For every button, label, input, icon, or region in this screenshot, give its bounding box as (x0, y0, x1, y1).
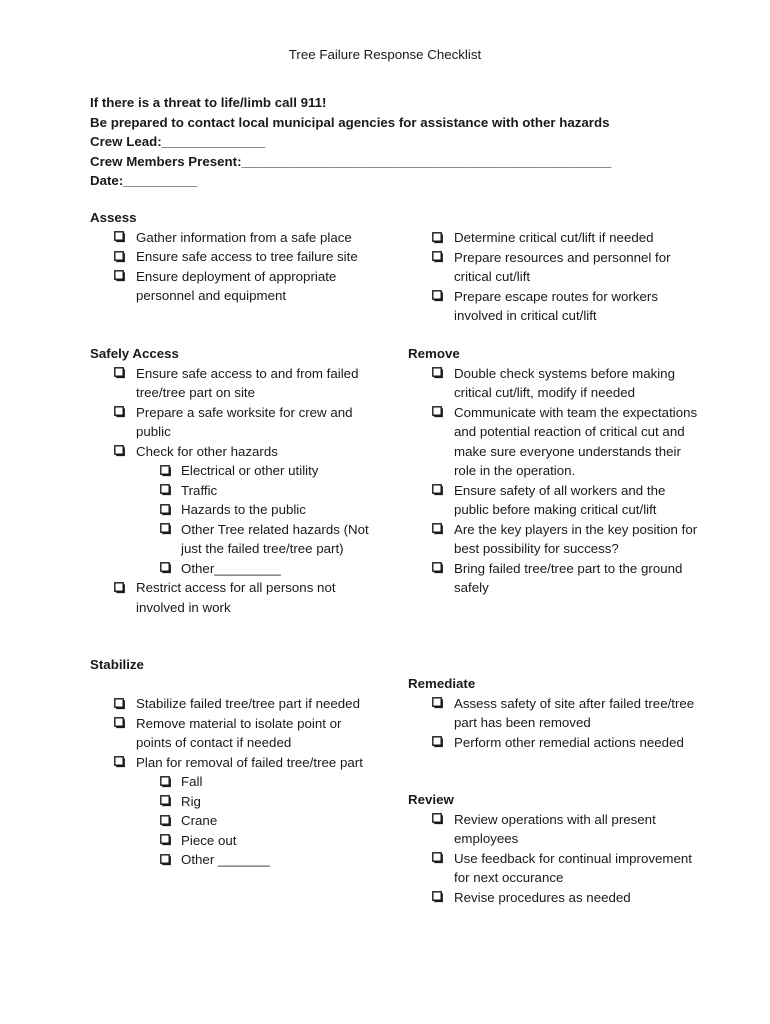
checkbox-icon[interactable] (159, 772, 173, 792)
checklist-item[interactable]: Prepare resources and personnel for critical cut/lift (408, 248, 698, 287)
sub-checklist-item[interactable]: Electrical or other utility (136, 461, 380, 481)
checklist-item[interactable]: Revise procedures as needed (408, 888, 698, 908)
checklist-item[interactable]: Gather information from a safe place (90, 228, 380, 248)
checkbox-icon[interactable] (113, 442, 127, 462)
checkbox-icon[interactable] (113, 753, 127, 773)
checkbox-icon[interactable] (113, 364, 127, 384)
checklist-item[interactable]: Communicate with team the expectations and potential reaction of critical cut and make sure everyone understands their role in the operation. (408, 403, 698, 481)
assess-title: Assess (90, 210, 137, 225)
emergency-notice: If there is a threat to life/limb call 911! (90, 95, 327, 110)
checkbox-icon[interactable] (159, 520, 173, 540)
checkbox-icon[interactable] (431, 810, 445, 830)
checkbox-icon[interactable] (431, 364, 445, 384)
assess-continued-section (408, 228, 698, 326)
sub-checklist-item[interactable]: Piece out (136, 831, 380, 851)
checklist-item[interactable]: Use feedback for continual improvement for next occurance (408, 849, 698, 888)
agency-notice: Be prepared to contact local municipal agencies for assistance with other hazards (90, 114, 610, 130)
checklist-item[interactable]: Determine critical cut/lift if needed (408, 228, 698, 248)
sub-checklist-item[interactable]: Fall (136, 772, 380, 792)
remediate-title: Remediate (408, 676, 476, 691)
checkbox-icon[interactable] (431, 559, 445, 579)
checklist-item[interactable]: Restrict access for all persons not involved in work (90, 578, 380, 617)
checklist-item[interactable]: Remove material to isolate point or points of contact if needed (90, 714, 380, 753)
checklist-item[interactable]: Ensure safe access to tree failure site (90, 247, 380, 267)
checkbox-icon[interactable] (159, 500, 173, 520)
sub-checklist-item[interactable]: Other_________ (136, 559, 380, 579)
checkbox-icon[interactable] (431, 228, 445, 248)
checklist-item[interactable]: Bring failed tree/tree part to the ground safely (408, 559, 698, 598)
checkbox-icon[interactable] (431, 888, 445, 908)
checkbox-icon[interactable] (113, 714, 127, 734)
checklist-item[interactable]: Stabilize failed tree/tree part if needed (90, 694, 380, 714)
remove-section (408, 344, 698, 598)
safely-access-title: Safely Access (90, 346, 179, 361)
checkbox-icon[interactable] (431, 733, 445, 753)
crew-members-field[interactable]: Crew Members Present:__________________________________________________ (90, 153, 612, 169)
checkbox-icon[interactable] (113, 267, 127, 287)
checkbox-icon[interactable] (113, 403, 127, 423)
checklist-item[interactable]: Perform other remedial actions needed (408, 733, 698, 753)
review-section (408, 790, 698, 907)
remove-title: Remove (408, 346, 460, 361)
safely-access-section (90, 344, 380, 617)
assess-section (90, 208, 380, 306)
checkbox-icon[interactable] (113, 228, 127, 248)
checkbox-icon[interactable] (113, 694, 127, 714)
checkbox-icon[interactable] (159, 559, 173, 579)
checklist-item[interactable]: Check for other hazards Electrical or other utility Traffic Hazards to the public Other Tree related hazards (Not just the failed tree/tree part) Other_________ (90, 442, 380, 579)
crew-lead-field[interactable]: Crew Lead:______________ (90, 134, 266, 149)
sub-checklist-item[interactable]: Hazards to the public (136, 500, 380, 520)
checkbox-icon[interactable] (159, 850, 173, 870)
checkbox-icon[interactable] (431, 403, 445, 423)
checkbox-icon[interactable] (159, 481, 173, 501)
sub-checklist-item[interactable]: Other _______ (136, 850, 380, 870)
checkbox-icon[interactable] (431, 287, 445, 307)
checklist-item[interactable]: Ensure safe access to and from failed tree/tree part on site (90, 364, 380, 403)
checkbox-icon[interactable] (431, 694, 445, 714)
review-title: Review (408, 792, 454, 807)
checklist-item[interactable]: Plan for removal of failed tree/tree part Fall Rig Crane Piece out Other _______ (90, 753, 380, 870)
sub-checklist-item[interactable]: Rig (136, 792, 380, 812)
checklist-item[interactable]: Review operations with all present employees (408, 810, 698, 849)
checklist-item[interactable]: Prepare escape routes for workers involved in critical cut/lift (408, 287, 698, 326)
checkbox-icon[interactable] (431, 481, 445, 501)
checkbox-icon[interactable] (431, 248, 445, 268)
checkbox-icon[interactable] (113, 578, 127, 598)
sub-checklist-item[interactable]: Other Tree related hazards (Not just the failed tree/tree part) (136, 520, 380, 559)
sub-checklist-item[interactable]: Traffic (136, 481, 380, 501)
checkbox-icon[interactable] (431, 520, 445, 540)
checkbox-icon[interactable] (159, 792, 173, 812)
checklist-item[interactable]: Prepare a safe worksite for crew and public (90, 403, 380, 442)
checklist-item[interactable]: Are the key players in the key position for best possibility for success? (408, 520, 698, 559)
checklist-item[interactable]: Double check systems before making critical cut/lift, modify if needed (408, 364, 698, 403)
checklist-item[interactable]: Assess safety of site after failed tree/tree part has been removed (408, 694, 698, 733)
header-block (90, 93, 710, 191)
stabilize-section (90, 655, 380, 870)
sub-checklist-item[interactable]: Crane (136, 811, 380, 831)
checklist-item[interactable]: Ensure safety of all workers and the public before making critical cut/lift (408, 481, 698, 520)
checkbox-icon[interactable] (113, 247, 127, 267)
checkbox-icon[interactable] (159, 461, 173, 481)
checkbox-icon[interactable] (431, 849, 445, 869)
document-title: Tree Failure Response Checklist (288, 47, 482, 62)
date-field[interactable]: Date:__________ (90, 173, 198, 188)
checkbox-icon[interactable] (159, 811, 173, 831)
stabilize-title: Stabilize (90, 657, 144, 672)
checklist-item[interactable]: Ensure deployment of appropriate personnel and equipment (90, 267, 380, 306)
checkbox-icon[interactable] (159, 831, 173, 851)
remediate-section (408, 674, 698, 752)
